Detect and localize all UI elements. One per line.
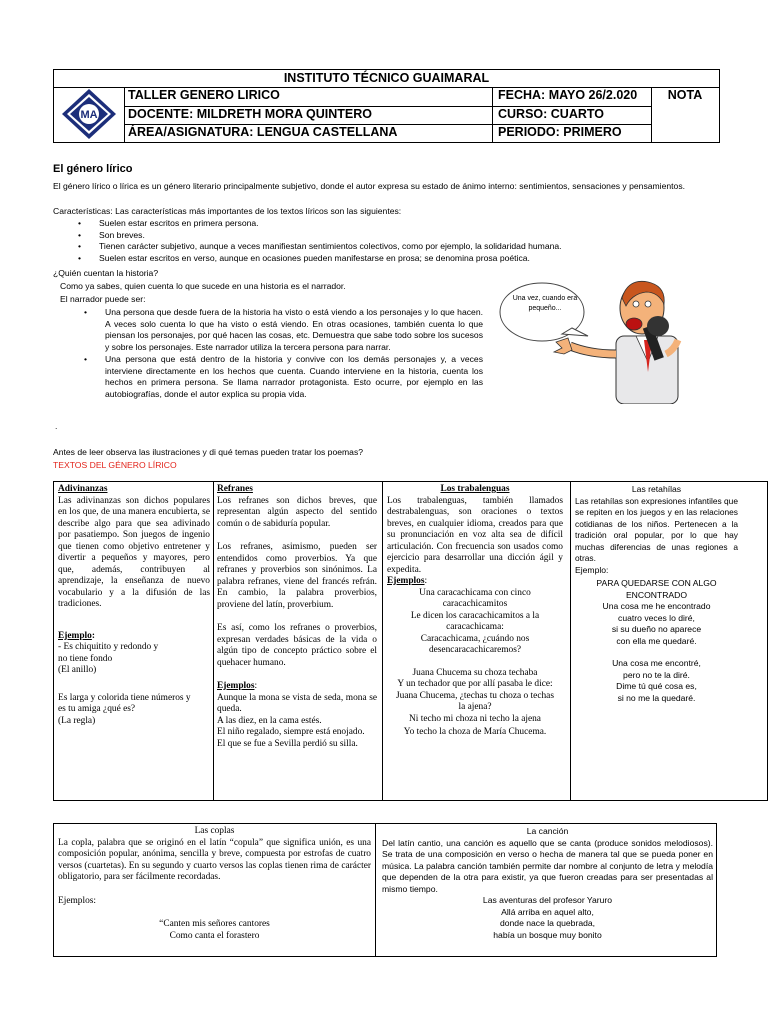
example-line: - Es chiquitito y redondo y	[58, 642, 159, 652]
example-label: Ejemplo:	[575, 564, 609, 575]
column-body: Del latín cantio, una canción es aquello que se canta (produce sonidos melodiosos). Se trata de una composición en verso o hecha de manera tal que se pueda poner en música. La palabra canción también permite dar nombre al conjunto de letra y melodía que dependen de la otra para existir, ya que fueron creadas para ser presentadas al mismo tiempo.	[382, 837, 713, 894]
trabalenguas-column	[387, 484, 563, 739]
poem-line: Yo techo la choza de María Chucema.	[403, 727, 547, 737]
example-label: Ejemplo	[58, 630, 92, 641]
section-heading: TEXTOS DEL GÉNERO LÍRICO	[53, 460, 177, 470]
school-logo	[60, 88, 118, 140]
poem-line: caracachicama:	[446, 622, 504, 632]
poem-line: cuatro veces lo diré,	[618, 612, 695, 623]
column-title: Las retahílas	[631, 484, 682, 494]
narrator-line: Como ya sabes, quien cuenta lo que sucede en una historia es el narrador.	[60, 281, 346, 291]
column-title: Los trabalenguas	[440, 484, 510, 494]
coplas-column	[58, 826, 371, 942]
narrator-line: El narrador puede ser:	[60, 294, 146, 304]
divider	[124, 106, 652, 107]
stray-dot: .	[55, 421, 58, 431]
example-line: no tiene fondo	[58, 653, 113, 664]
list-item: • Son breves.	[78, 230, 708, 242]
column-title: Refranes	[217, 484, 253, 494]
example-line: (El anillo)	[58, 665, 97, 675]
example-line: (La regla)	[58, 715, 96, 726]
poem-line: Dime tú qué cosa es,	[616, 681, 697, 691]
example-colon: :	[91, 630, 95, 641]
narrator-question: ¿Quién cuentan la historia?	[53, 268, 159, 278]
list-item: • Una persona que desde fuera de la historia ha visto o está viendo a los personajes y lo que hacen. A veces solo cuenta lo que ha visto o está viendo. En otras ocasiones, también cuenta lo que piensan los personajes, por qué hacen las cosas, etc. Demuestra que sabe todo sobre los sucesos y sobre los personajes. Este narrador utiliza la tercera persona para narrar.	[84, 307, 483, 353]
list-item: • Una persona que está dentro de la historia y convive con los demás personajes y, a veces interviene directamente en los hechos que cuenta. Cuando interviene en la historia, cuenta los hechos en primera persona. Se llama narrador protagonista. Esto ocurre, por ejemplo en las autobiografías, donde el autor explica su propia vida.	[84, 354, 483, 400]
example-line: El niño regalado, siempre está enojado.	[217, 727, 365, 737]
divider	[492, 87, 493, 143]
divider	[124, 87, 125, 143]
poem-line: Una cosa me encontré,	[612, 658, 701, 668]
characteristics-intro: Características: Las características más importantes de los textos líricos son las siguientes:	[53, 206, 402, 216]
poem-title: PARA QUEDARSE CON ALGO	[596, 578, 717, 588]
poem-line: Una caracachicama con cinco	[419, 587, 531, 598]
column-title: Las coplas	[194, 826, 235, 836]
poem-line: con ella me quedaré.	[616, 635, 697, 646]
poem-line: caracachicamitos	[442, 599, 508, 609]
divider	[382, 482, 383, 800]
grade-label: NOTA	[667, 88, 703, 102]
refranes-column	[217, 484, 377, 750]
column-body: Los refranes son dichos breves, que representan algún aspecto del sentido común o de sabiduría popular.	[217, 495, 377, 529]
list-item: • Tienen carácter subjetivo, aunque a veces manifiestan sentimientos colectivos, como por ejemplo, la solidaridad humana.	[78, 241, 708, 253]
divider	[213, 482, 214, 800]
date-field: FECHA: MAYO 26/2.020	[498, 88, 638, 102]
poem-line: Como canta el forastero	[169, 930, 260, 941]
column-body: Es así, como los refranes o proverbios, expresan verdades básicas de la vida o algún tipo de concepto práctico sobre el quehacer humano.	[217, 623, 377, 668]
example-line: El que se fue a Sevilla perdió su silla.	[217, 738, 358, 749]
divider	[651, 87, 652, 143]
example-line: A las diez, en la cama estés.	[217, 715, 322, 726]
poem-line: donde nace la quebrada,	[499, 918, 596, 928]
column-body: La copla, palabra que se originó en el latín “copula” que significa unión, es una composición popular, anónima, sencilla y breve, compuesta por estrofas de cuatro versos (cuartetas). En su segundo y cuarto versos las coplas tienen rima de carácter obligatorio, para ser fácilmente recordadas.	[58, 837, 371, 882]
example-colon: :	[254, 681, 258, 691]
divider	[54, 87, 719, 88]
list-item: • Suelen estar escritos en primera persona.	[78, 218, 708, 230]
example-line: Aunque la mona se vista de seda, mona se queda.	[217, 692, 377, 714]
poem-line: Caracachicama, ¿cuándo nos	[420, 633, 530, 644]
poem-line: si su dueño no aparece	[611, 624, 702, 634]
example-label: Ejemplos:	[58, 895, 97, 906]
section-title: El género lírico	[53, 163, 133, 175]
column-title: Adivinanzas	[58, 484, 108, 494]
adivinanzas-column	[58, 484, 210, 727]
grade-field: CURSO: CUARTO	[498, 107, 605, 121]
column-body: Los refranes, asimismo, pueden ser entendidos como proverbios. Ya que refranes y proverbios son sinónimos. La palabra refranes, viene del francés refrán. En cambio, la palabra proverbios, proviene del latín, proverbium.	[217, 542, 377, 610]
column-body: Los trabalenguas, también llamados destrabalenguas, son oraciones o textos breves, en cualquier idioma, creados para que su pronunciación en voz alta sea de difícil articulación. Con frecuencia son usados como ejercicio para desarrollar una dicción ágil y expedita.	[387, 495, 563, 575]
institution-title: INSTITUTO TÉCNICO GUAIMARAL	[283, 71, 490, 85]
logo-letters: MA	[80, 109, 98, 121]
poem-line: había un bosque muy bonito	[493, 929, 602, 940]
header-table	[53, 69, 720, 143]
workshop-title: TALLER GENERO LIRICO	[128, 88, 280, 102]
divider	[570, 482, 571, 800]
poem-line: Le dicen los caracachicamitos a la	[410, 610, 540, 621]
column-body: Las retahílas son expresiones infantiles que se repiten en los juegos y en las relaciones cotidianas de los niños. Pertenecen a la tradición oral popular, por lo que hay muchas diferencias de unas regiones a otras.	[575, 495, 738, 563]
column-title: La canción	[526, 826, 569, 836]
divider	[124, 124, 652, 125]
poem-line: Y un techador que por allí pasaba le dice:	[397, 679, 553, 689]
poem-title: Las aventuras del profesor Yaruro	[482, 895, 613, 905]
narrator-list	[84, 307, 483, 400]
example-colon: :	[424, 576, 428, 586]
cancion-column	[382, 826, 713, 941]
period-field: PERIODO: PRIMERO	[498, 125, 622, 139]
example-line: Es larga y colorida tiene números y	[58, 692, 191, 703]
poem-title: ENCONTRADO	[625, 589, 688, 600]
retahilas-column	[575, 484, 738, 704]
instruction-text: Antes de leer observa las ilustraciones y di qué temas pueden tratar los poemas?	[53, 447, 364, 457]
poem-line: Allá arriba en aquel alto,	[501, 906, 594, 917]
example-label: Ejemplos	[217, 681, 255, 691]
poem-line: pero no te la diré.	[623, 669, 690, 680]
characteristics-list	[78, 218, 708, 264]
teacher-name: DOCENTE: MILDRETH MORA QUINTERO	[128, 107, 372, 121]
poem-line: si no me la quedaré.	[617, 692, 696, 703]
list-item: • Suelen estar escritos en verso, aunque en ocasiones pueden manifestarse en prosa; se denomina prosa poética.	[78, 253, 708, 265]
poem-line: Ni techo mi choza ni techo la ajena	[409, 713, 541, 724]
poem-line: desencaracachicaremos?	[428, 645, 522, 655]
poem-line: Juana Chucema, ¿techas tu choza o techas	[395, 690, 554, 701]
poem-line: Juana Chucema su choza techaba	[412, 667, 538, 678]
example-line: es tu amiga ¿qué es?	[58, 704, 136, 714]
poem-line: “Canten mis señores cantores	[159, 919, 270, 929]
poem-line: Una cosa me he encontrado	[602, 601, 711, 611]
example-label: Ejemplos	[387, 576, 425, 586]
intro-paragraph: El género lírico o lírica es un género literario principalmente subjetivo, donde el autor expresa su estado de ánimo interno: sentimientos, sensaciones y pensamientos.	[53, 181, 685, 191]
poem-line: la ajena?	[458, 702, 492, 712]
subject-name: ÁREA/ASIGNATURA: LENGUA CASTELLANA	[128, 125, 398, 139]
column-body: Las adivinanzas son dichos populares en los que, de una manera encubierta, se describe algo para que sea adivinado por pasatiempo. Son juegos de ingenio que tienen como objetivo entretener y divertir a pequeños y mayores, pero que, además, contribuyen al aprendizaje, la enseñanza de nuevo vocabulario y a la difusión de las tradiciones.	[58, 495, 210, 609]
speech-bubble-text: Una vez, cuando era pequeño...	[512, 295, 578, 312]
divider	[375, 824, 376, 956]
